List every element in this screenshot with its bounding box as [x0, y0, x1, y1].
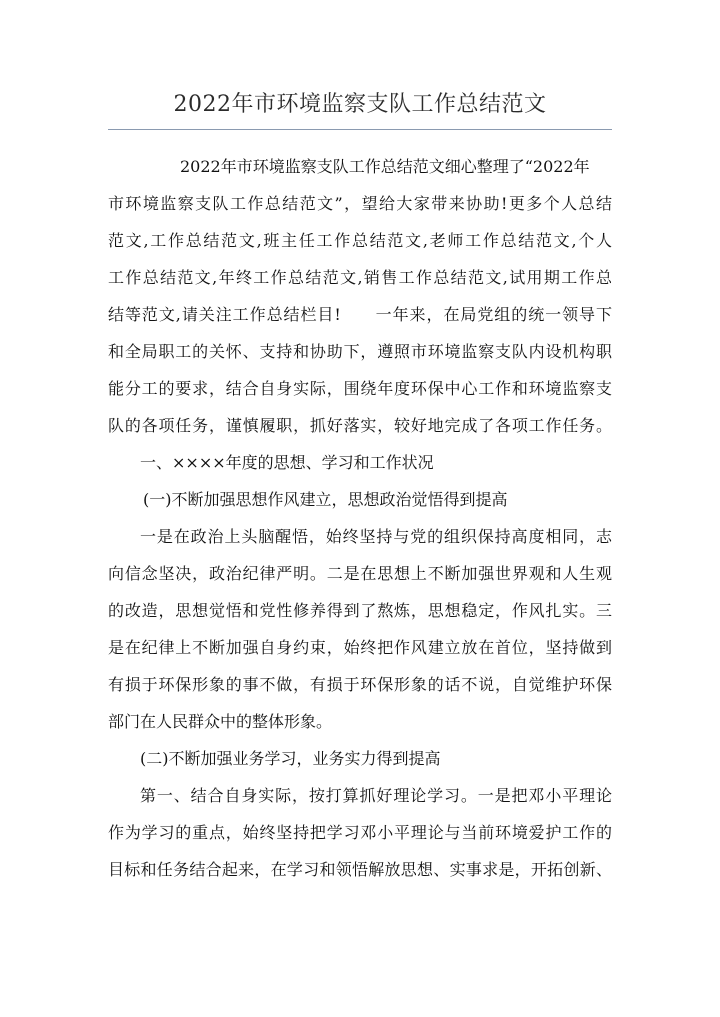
text-line-15: 有损于环保形象的事不做，有损于环保形象的话不说，自觉维护环保: [108, 675, 612, 694]
section-heading-1: 一、××××年度的思想、学习和工作状况: [140, 453, 434, 472]
text-line-5: 结等范文,请关注工作总结栏目! 一年来，在局党组的统一领导下: [108, 305, 612, 324]
text-line-12: 向信念坚决，政治纪律严明。二是在思想上不断加强世界观和人生观: [108, 564, 612, 583]
document-title: 2022年市环境监察支队工作总结范文: [173, 92, 547, 117]
text-line-8: 队的各项任务，谨慎履职，抓好落实，较好地完成了各项工作任务。: [108, 416, 612, 435]
text-line-2: 市环境监察支队工作总结范文”，望给大家带来协助!更多个人总结: [108, 194, 612, 213]
text-line-20: 目标和任务结合起来，在学习和领悟解放思想、实事求是，开拓创新、: [108, 860, 612, 879]
text-line-11: 一是在政治上头脑醒悟，始终坚持与党的组织保持高度相同，志: [140, 527, 612, 546]
text-line-1: 2022年市环境监察支队工作总结范文细心整理了“2022年: [180, 157, 590, 176]
text-line-18: 第一、结合自身实际，按打算抓好理论学习。一是把邓小平理论: [140, 786, 612, 805]
title-divider: [108, 129, 612, 130]
text-line-4: 工作总结范文,年终工作总结范文,销售工作总结范文,试用期工作总: [108, 268, 612, 287]
text-line-7: 能分工的要求，结合自身实际，围绕年度环保中心工作和环境监察支: [108, 379, 612, 398]
subsection-heading-1: (一)不断加强思想作风建立，思想政治觉悟得到提高: [143, 490, 508, 509]
subsection-heading-2: (二)不断加强业务学习，业务实力得到提高: [140, 749, 441, 768]
text-line-13: 的改造，思想觉悟和党性修养得到了熬炼，思想稳定，作风扎实。三: [108, 601, 612, 620]
text-line-14: 是在纪律上不断加强自身约束，始终把作风建立放在首位，坚持做到: [108, 638, 612, 657]
text-line-3: 范文,工作总结范文,班主任工作总结范文,老师工作总结范文,个人: [108, 231, 612, 250]
text-line-16: 部门在人民群众中的整体形象。: [108, 712, 333, 731]
text-line-6: 和全局职工的关怀、支持和协助下，遵照市环境监察支队内设机构职: [108, 342, 612, 361]
text-line-19: 作为学习的重点，始终坚持把学习邓小平理论与当前环境爱护工作的: [108, 823, 612, 842]
